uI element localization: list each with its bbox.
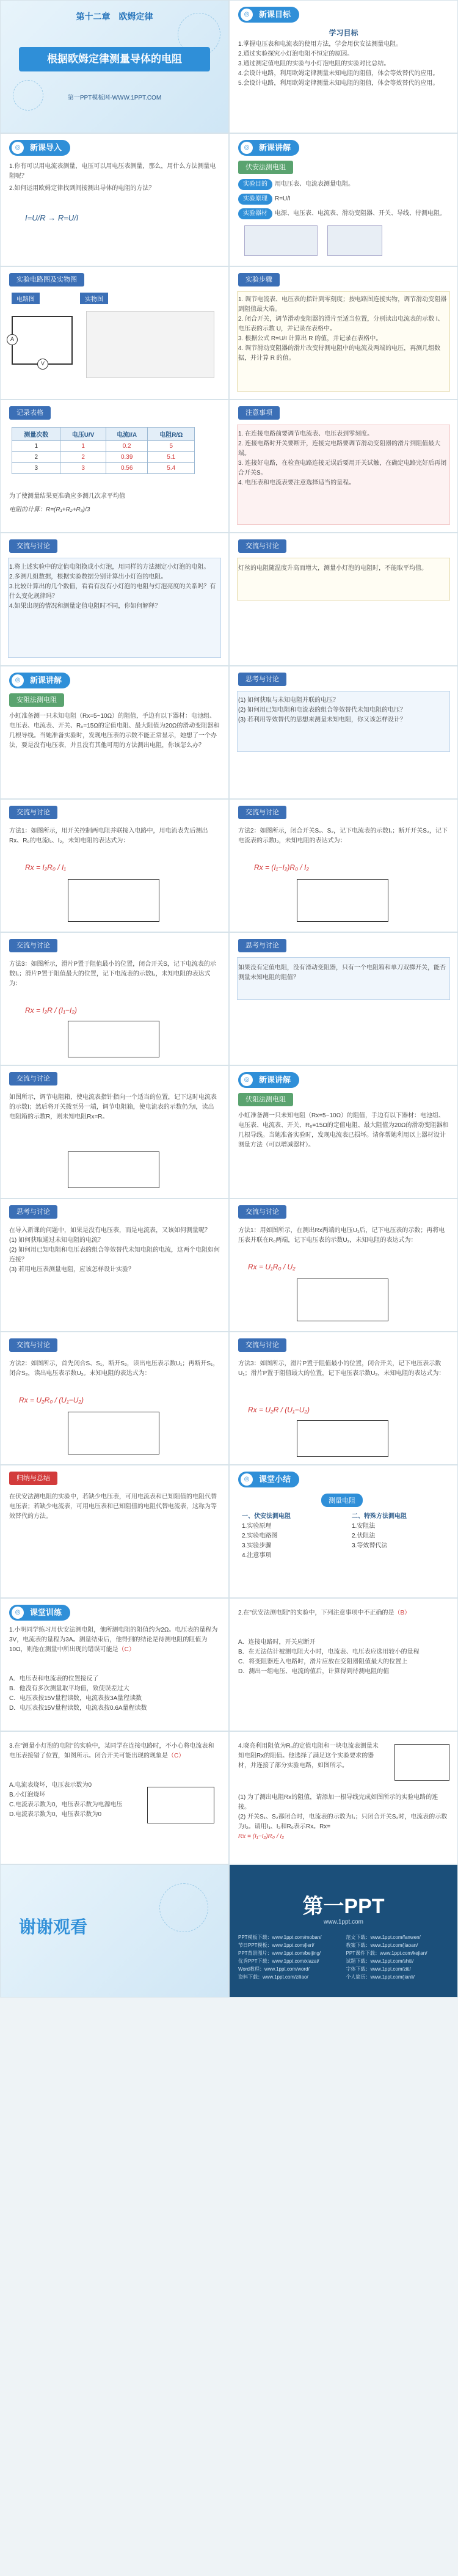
table-row — [12, 441, 195, 452]
row-value: 电源、电压表、电流表、滑动变阻器、开关、导线、待测电阻。 — [275, 210, 446, 217]
special-tag-label: 新课讲解 — [30, 676, 62, 685]
ex4-item: (1) 为了测出电阻Rx的阻值，请添加一根导线完成如图所示的实验电路的连接。 — [238, 1794, 438, 1811]
talk1-list — [9, 563, 220, 611]
talk1r-tag: 交流与讨论 — [238, 539, 286, 553]
equipment-image — [244, 225, 318, 256]
ex1-question — [9, 1626, 220, 1655]
intro-formula: I=U/R → R=U/I — [25, 213, 79, 222]
table-cell: 2 — [60, 452, 106, 463]
note-item: 2. 连接电路时开关要断开，连接完电路要调节滑动变阻器的滑片到阻值最大端。 — [238, 440, 441, 457]
m3-circuit — [68, 1021, 159, 1057]
goal-item: 1.掌握电压表和电流表的使用方法，学会用伏安法测量电阻。 — [238, 41, 402, 48]
row-3 — [0, 266, 458, 400]
notes-list — [238, 429, 449, 488]
t5-list — [9, 1226, 220, 1275]
table-cell: 5.1 — [148, 452, 195, 463]
talk-item: 3.比较计算出的几个数值，看看有没有小灯泡的电阻与灯泡亮度的关系吗？有什么变化规律吗？ — [9, 583, 216, 600]
brand-link[interactable]: 范文下载：www.1ppt.com/fanwen/ — [346, 1935, 421, 1940]
talk-item: 2.多测几组数据，根据实验数据分别计算出小灯泡的电阻。 — [9, 574, 167, 580]
special-text: 小虹准备测一只未知电阻（Rx=5~10Ω）的阻值，手边有以下器材：电池组、电压表、电流表、开关、R₀=15Ω的定值电阻、最大阻值为20Ω的滑动变阻器和几根导线。当她准备实验时，发现电压表的示数不能正常显示，她想了一个办法，要是没有电压表，并且没有其他可用的方法测出电阻，你该怎么办？ — [9, 713, 220, 749]
m5-formula: Rx = U₁R₀ / U₂ — [248, 1263, 296, 1271]
summary-right-item: 3.等效替代法 — [352, 1542, 388, 1549]
summary-slide — [229, 1465, 458, 1598]
summary-right — [352, 1512, 407, 1551]
step-item: 2. 闭合开关，调节滑动变阻器的滑片至适当位置，分别读出电流表的示数 I、电压表的示数 U，并记录在表格中。 — [238, 316, 444, 332]
method1-slide — [0, 799, 229, 932]
method4-slide — [0, 1065, 229, 1199]
method7-slide — [229, 1332, 458, 1465]
ex2-question — [238, 1608, 449, 1618]
intro-tag-label: 新课导入 — [30, 143, 62, 152]
goals-list — [238, 40, 449, 89]
m1-formula: Rx = I₂R₀ / I₁ — [25, 863, 67, 872]
ex4-answer: Rx = (I₁−I₂)R₀ / I₂ — [238, 1833, 285, 1840]
ex1-question-text: 1.小明同学练习用伏安法测电阻，他所测电阻的阻值约为2Ω。电压表的量程为3V，电流表的量程为3A。测量结束后，他得到的结论是待测电阻的阻值为10Ω，则他在测量中所出现的错误可能是 — [9, 1627, 218, 1653]
talk1-slide — [0, 533, 229, 666]
option-item: D．测出一组电压、电流的值后，计算得到待测电阻的值 — [238, 1668, 390, 1675]
circuit-diagram-label: 电路图 — [12, 293, 40, 304]
m4-circuit — [68, 1151, 159, 1188]
va2-subtitle: 伏阻法测电阻 — [238, 1093, 293, 1106]
target-icon: ◎ — [12, 674, 24, 687]
row-1 — [0, 0, 458, 133]
brand-link[interactable]: PPT课件下载：www.1ppt.com/kejian/ — [346, 1950, 427, 1956]
ex3-circuit — [147, 1787, 214, 1823]
summary-left-title: 一、伏安法测电阻 — [242, 1513, 291, 1520]
m7-tag: 交流与讨论 — [238, 1338, 286, 1352]
option-item: C.电流表示数为0，电压表示数为电源电压 — [9, 1801, 123, 1808]
row-value: 用电压表、电流表测量电阻。 — [275, 181, 354, 188]
va2-text: 小虹准备测一只未知电阻（Rx=5~10Ω）的阻值，手边有以下器材：电池组、电压表、电流表、开关、R₀=15Ω的定值电阻、最大阻值为20Ω的滑动变阻器和几根导线。当她准备实验时，发现电流表已损坏。请你帮她利用以上器材设计测量方法（可以增减器材）。 — [238, 1112, 449, 1148]
qa-tag: 思考与讨论 — [238, 673, 286, 686]
goal-item: 3.通过测定值电阻的实验与小灯泡电阻的实验对比总结。 — [238, 60, 390, 67]
dandelion-decoration — [159, 1883, 208, 1932]
voltohm-slide — [229, 1065, 458, 1199]
row-key: 实验原理 — [238, 194, 272, 205]
ex2-answer: （B） — [394, 1610, 411, 1616]
voltammetry-subtitle: 伏安法测电阻 — [238, 161, 293, 174]
m7-formula: Rx = U₂R / (U₁−U₂) — [248, 1406, 310, 1414]
row-10 — [0, 1199, 458, 1332]
table-cell: 5.4 — [148, 463, 195, 474]
ex4-items — [238, 1793, 449, 1842]
m5-tag: 交流与讨论 — [238, 1205, 286, 1219]
ex3-question-text: 3.在"测量小灯泡的电阻"的实验中，某同学在连接电路时，不小心将电流表和电压表接错了位置，如图所示。闭合开关可能出现的现象是 — [9, 1743, 214, 1759]
target-icon: ◎ — [12, 1607, 24, 1619]
m3-text: 方法3：如图所示，滑片P置于阻值最小的位置，闭合开关S，记下电流表的示数I₁；滑片P置于阻值最大的位置，记下电流表的示数I₂，未知电阻的表达式为： — [9, 961, 216, 987]
summary-tag — [238, 1472, 299, 1487]
step-item: 4. 调节滑动变阻器的滑片改变待测电阻中的电流及两端的电压，再测几组数据，并计算 R 的值。 — [238, 345, 441, 362]
row-2 — [0, 133, 458, 266]
ex1-tag — [9, 1605, 70, 1621]
goal-item: 4.会设计电路，利用欧姆定律测量未知电阻的阻值，体会等效替代的应用。 — [238, 70, 439, 77]
special-tag — [9, 673, 70, 688]
intro-tag — [9, 140, 70, 156]
brand-link[interactable]: 资料下载：www.1ppt.com/ziliao/ — [238, 1974, 308, 1980]
table-header: 电流I/A — [106, 428, 148, 441]
note-item: 3. 连接好电路，在检查电路连接无误后要用开关试触，在确定电路完好后再闭合开关S。 — [238, 460, 447, 476]
ex1-answer: （C） — [118, 1646, 135, 1653]
table-cell: 0.56 — [106, 463, 148, 474]
row-6 — [0, 666, 458, 799]
brand-link[interactable]: PPT模板下载：www.1ppt.com/moban/ — [238, 1935, 322, 1940]
table-cell: 1 — [60, 441, 106, 452]
qa-item: (1) 如何获取与未知电阻并联的电压？ — [238, 697, 339, 704]
t5-item: (2) 如何用已知电阻和电压表的组合等效替代未知电阻的电流，这两个电阻如何连接？ — [9, 1247, 220, 1263]
m6-tag: 交流与讨论 — [9, 1338, 57, 1352]
think-slide — [229, 932, 458, 1065]
table-header: 电阻R/Ω — [148, 428, 195, 441]
method3-slide — [0, 932, 229, 1065]
m3r-tag: 思考与讨论 — [238, 939, 286, 952]
row-7 — [0, 799, 458, 932]
summary-left-item: 3.实验步骤 — [242, 1542, 272, 1549]
site-name: 第一PPT模板网-WWW.1PPT.COM — [67, 95, 162, 101]
ex4-item: (2) 开关S₁、S₂都闭合时，电流表的示数为I₁；只闭合开关S₂时，电流表的示数为I₂。请用I₁、I₂和R₀表示Rx。Rx= — [238, 1814, 448, 1830]
target-icon: ◎ — [12, 142, 24, 154]
brand-link[interactable]: PPT背景图片：www.1ppt.com/beijing/ — [238, 1950, 321, 1956]
cover-title: 根据欧姆定律测量导体的电阻 — [19, 47, 210, 71]
row-4 — [0, 400, 458, 533]
row-12 — [0, 1465, 458, 1598]
think5-slide — [0, 1199, 229, 1332]
ex4-question: 4.晓亮利用阻值为R₀的定值电阻和一块电流表测量未知电阻Rx的阻值。他选择了满足这个实验要求的器材，并连接了部分实验电路，如图所示。 — [238, 1743, 379, 1769]
row-value: R=U/I — [275, 195, 291, 202]
row-13 — [0, 1598, 458, 1731]
exercise3-slide — [0, 1731, 229, 1864]
qa-list — [238, 696, 449, 725]
m1-tag: 交流与讨论 — [9, 806, 57, 819]
m3-tag: 交流与讨论 — [9, 939, 57, 952]
row-key: 实验器材 — [238, 208, 272, 219]
va2-tag — [238, 1072, 299, 1088]
special-subtitle: 安阻法测电阻 — [9, 693, 64, 707]
option-item: B．他没有多次测量取平均值，致使误差过大 — [9, 1685, 129, 1692]
summary-left-item: 1.实验原理 — [242, 1523, 272, 1530]
table-header: 电压U/V — [60, 428, 106, 441]
m1-circuit — [68, 879, 159, 922]
brand-slide — [229, 1864, 458, 1998]
talk1-result-slide — [229, 533, 458, 666]
summary-tag-label: 课堂小结 — [259, 1475, 291, 1484]
record-note: 为了使测量结果更准确应多测几次求平均值 — [9, 493, 125, 500]
option-item: A.电流表烧坏，电压表示数为0 — [9, 1782, 92, 1789]
circuit-slide — [0, 266, 229, 400]
steps-list — [238, 295, 449, 363]
table-cell: 1 — [12, 441, 60, 452]
m7-text: 方法3：如图所示，滑片P置于阻值最小的位置，闭合开关，记下电压表示数U₁；滑片P置于阻值最大的位置，记下电压表示数U₂，未知电阻的表达式为： — [238, 1360, 445, 1377]
goals-tag-label: 新课目标 — [259, 10, 291, 19]
table-row — [12, 463, 195, 474]
ex1-tag-label: 课堂训练 — [30, 1608, 62, 1617]
special-slide — [0, 666, 229, 799]
summary-left-item: 2.实验电路图 — [242, 1533, 278, 1539]
t5-item: (3) 若用电压表测量电阻，应该怎样设计实验？ — [9, 1266, 134, 1273]
goals-heading: 学习目标 — [329, 29, 358, 37]
m7-circuit — [297, 1420, 388, 1457]
brand-url: www.1ppt.com — [323, 1919, 364, 1925]
brand-link[interactable]: 试题下载：www.1ppt.com/shiti/ — [346, 1958, 414, 1964]
notes-tag: 注意事项 — [238, 406, 280, 420]
note-item: 4. 电压表和电流表要注意选择适当的量程。 — [238, 480, 355, 486]
circuit-tag: 实验电路图及实物图 — [9, 273, 84, 286]
summary-left — [242, 1512, 291, 1561]
m2-circuit — [297, 879, 388, 922]
talk-item: 4.如果出现的情况和测量定值电阻时不同，你如何解释？ — [9, 603, 161, 610]
m5-circuit — [297, 1279, 388, 1321]
goal-item: 5.会设计电路，利用欧姆定律测量未知电阻的阻值，体会等效替代的应用。 — [238, 80, 439, 87]
m4-text: 如图所示，调节电阻箱，使电流表指针指向一个适当的位置，记下这时电流表的示数I；然后将开关拨至另一端，调节电阻箱，使电流表的示数仍为I，读出电阻箱的示数R，则未知电阻Rx=R。 — [9, 1094, 217, 1120]
brand-logo: 第一PPT — [302, 1895, 385, 1918]
m2-text: 方法2：如图所示，闭合开关S₁、S₂，记下电流表的示数I₁；断开开关S₂，记下电流表的示数I₂，未知电阻的表达式为： — [238, 828, 448, 844]
row-14 — [0, 1731, 458, 1864]
option-item: A．连接电路时，开关应断开 — [238, 1639, 316, 1646]
option-item: C．将变阻器连入电路时，滑片应放在变阻器阻值最大的位置上 — [238, 1658, 408, 1665]
ex2-options — [238, 1638, 449, 1677]
m3-formula: Rx = I₂R / (I₁−I₂) — [25, 1006, 77, 1015]
goals-slide — [229, 0, 458, 133]
note-item: 1. 在连接电路前要调节电流表、电压表到零刻度。 — [238, 431, 374, 437]
row-15 — [0, 1864, 458, 1998]
m3r-text: 如果没有定值电阻，没有滑动变阻器，只有一个电阻箱和单刀双掷开关，能否测量未知电阻的阻值？ — [238, 965, 446, 981]
table-cell: 0.2 — [106, 441, 148, 452]
method5-slide — [229, 1199, 458, 1332]
talk1r-text: 灯丝的电阻随温度升高而增大，测量小灯泡的电阻时，不能取平均值。 — [238, 565, 427, 572]
ex1-options — [9, 1674, 220, 1713]
brand-link[interactable]: Word教程：www.1ppt.com/word/ — [238, 1966, 310, 1972]
ex3-question — [9, 1742, 220, 1761]
record-avg: 电阻的计算：R=(R₁+R₂+R₃)/3 — [9, 506, 90, 513]
record-slide — [0, 400, 229, 533]
target-icon: ◎ — [241, 1074, 253, 1086]
t5-item: (1) 如何获取通过未知电阻的电流？ — [9, 1237, 104, 1244]
summary-note-tag: 归纳与总结 — [9, 1472, 57, 1485]
brand-link[interactable]: 教案下载：www.1ppt.com/jiaoan/ — [346, 1943, 418, 1948]
ammeter-icon: A — [7, 334, 18, 345]
m5-text: 方法1：用如图所示，在测出Rx两端的电压U₁后，记下电压表的示数；再将电压表并联在R₀两端，记下电压表的示数U₂，未知电阻的表达式为： — [238, 1227, 445, 1244]
voltammetry-tag-label: 新课讲解 — [259, 143, 291, 152]
table-cell: 0.39 — [106, 452, 148, 463]
row-9 — [0, 1065, 458, 1199]
cover-slide — [0, 0, 229, 133]
intro-q1: 1.你有可以用电流表测量，电压可以用电压表测量，那么，用什么方法测量电阻呢？ — [9, 163, 216, 180]
option-item: B.小灯泡烧坏 — [9, 1792, 46, 1798]
summary-left-item: 4.注意事项 — [242, 1552, 272, 1559]
table-cell: 2 — [12, 452, 60, 463]
option-item: A．电压表和电流表的位置接反了 — [9, 1676, 99, 1682]
table-cell: 3 — [60, 463, 106, 474]
target-icon: ◎ — [241, 1473, 253, 1486]
brand-link[interactable]: 节日PPT模板：www.1ppt.com/jieri/ — [238, 1943, 314, 1948]
brand-link[interactable]: 个人简历：www.1ppt.com/jianli/ — [346, 1974, 415, 1980]
row-5 — [0, 533, 458, 666]
real-setup-label: 实物图 — [80, 293, 108, 304]
brand-links — [238, 1933, 449, 1981]
row-11 — [0, 1332, 458, 1465]
m6-text: 方法2：如图所示，首先闭合S、S₁，断开S₂，读出电压表示数U₁；再断开S₁，闭合S₂，读出电压表示数U₂。未知电阻的表达式为： — [9, 1360, 219, 1377]
talk1-tag: 交流与讨论 — [9, 539, 57, 553]
exercise2-slide — [229, 1598, 458, 1731]
summary-right-item: 2.伏阻法 — [352, 1533, 376, 1539]
option-item: B．在无法估计被测电阻大小时，电流表、电压表应选用较小的量程 — [238, 1649, 420, 1655]
m2-tag: 交流与讨论 — [238, 806, 286, 819]
qa-item: (3) 若利用等效替代的思想来测量未知电阻，你又该怎样设计？ — [238, 717, 406, 723]
intro-slide — [0, 133, 229, 266]
circuit-diagram — [12, 316, 73, 365]
qa-item: (2) 如何用已知电阻和电流表的组合等效替代未知电阻的电压？ — [238, 707, 406, 713]
option-item: D．电压表按15V量程读数，电流表按0.6A量程读数 — [9, 1705, 147, 1712]
voltammetry-tag — [238, 140, 299, 156]
summary-note-slide — [0, 1465, 229, 1598]
method6-slide — [0, 1332, 229, 1465]
step-item: 1. 调节电流表、电压表的指针到零刻度；按电路图连接实物，调节滑动变阻器到阻值最大端。 — [238, 296, 447, 313]
ex2-question-text: 2.在"伏安法测电阻"的实验中，下列注意事项中不正确的是 — [238, 1610, 394, 1616]
row-8 — [0, 932, 458, 1065]
m6-circuit — [68, 1412, 159, 1454]
steps-tag: 实验步骤 — [238, 273, 280, 286]
brand-link[interactable]: 优秀PPT下载：www.1ppt.com/xiazai/ — [238, 1958, 319, 1964]
method2-slide — [229, 799, 458, 932]
steps-slide — [229, 266, 458, 400]
thanks-title: 谢谢观看 — [19, 1917, 88, 1936]
qa-slide — [229, 666, 458, 799]
table-cell: 3 — [12, 463, 60, 474]
step-item: 3. 根据公式 R=U/I 计算出 R 的值，并记录在表格中。 — [238, 335, 382, 342]
option-item: C．电压表按15V量程读数，电流表按3A量程读数 — [9, 1695, 142, 1702]
exercise1-slide — [0, 1598, 229, 1731]
voltammetry-rows — [238, 179, 449, 219]
exercise4-slide — [229, 1731, 458, 1864]
voltammetry-slide — [229, 133, 458, 266]
m1-text: 方法1：如图所示，用开关控制两电阻并联接入电路中，用电流表先后测出Rx、R₀的电流I₁、I₂，未知电阻的表达式为： — [9, 828, 208, 844]
real-setup-image — [86, 311, 214, 378]
table-cell: 5 — [148, 441, 195, 452]
target-icon: ◎ — [241, 9, 253, 21]
record-tag: 记录表格 — [9, 406, 51, 420]
summary-right-item: 1.安阻法 — [352, 1523, 376, 1530]
intro-q2: 2.如何运用欧姆定律找到间接测出导体的电阻的方法？ — [9, 185, 155, 192]
record-table — [12, 427, 195, 474]
m6-formula: Rx = U₂R₀ / (U₁−U₂) — [19, 1396, 84, 1404]
table-row — [12, 452, 195, 463]
ex3-answer: （C） — [168, 1753, 185, 1759]
ex4-circuit — [394, 1744, 449, 1781]
goal-item: 2.通过实验探究小灯泡电阻不恒定的原因。 — [238, 51, 354, 57]
ex3-options — [9, 1781, 137, 1820]
t5-tag: 思考与讨论 — [9, 1205, 57, 1219]
summary-right-title: 二、特殊方法测电阻 — [352, 1513, 407, 1520]
row-key: 实验目的 — [238, 179, 272, 190]
brand-link[interactable]: 字体下载：www.1ppt.com/ziti/ — [346, 1966, 411, 1972]
goals-tag — [238, 7, 299, 23]
option-item: D.电流表示数为0，电压表示数为0 — [9, 1811, 102, 1818]
m4-tag: 交流与讨论 — [9, 1072, 57, 1085]
m2-formula: Rx = (I₁−I₂)R₀ / I₂ — [254, 863, 310, 872]
voltmeter-icon: V — [37, 359, 48, 370]
summary-center: 测量电阻 — [321, 1494, 363, 1507]
equipment-image — [327, 225, 382, 256]
chapter-title: 第十二章 欧姆定律 — [76, 12, 153, 21]
notes-slide — [229, 400, 458, 533]
thanks-slide — [0, 1864, 229, 1998]
summary-note-text: 在伏安法测电阻的实验中，若缺少电压表，可用电流表和已知阻值的电阻代替电压表；若缺少电流表，可用电压表和已知阻值的电阻代替电流表，这称为等效替代的方法。 — [9, 1494, 217, 1520]
t5-item: 在导入新课的问题中，如果是没有电压表，而是电流表，又该如何测量呢？ — [9, 1227, 211, 1234]
table-header: 测量次数 — [12, 428, 60, 441]
va2-tag-label: 新课讲解 — [259, 1075, 291, 1084]
target-icon: ◎ — [241, 142, 253, 154]
talk-item: 1.将上述实验中的定值电阻换成小灯泡，用同样的方法测定小灯泡的电阻。 — [9, 564, 210, 571]
